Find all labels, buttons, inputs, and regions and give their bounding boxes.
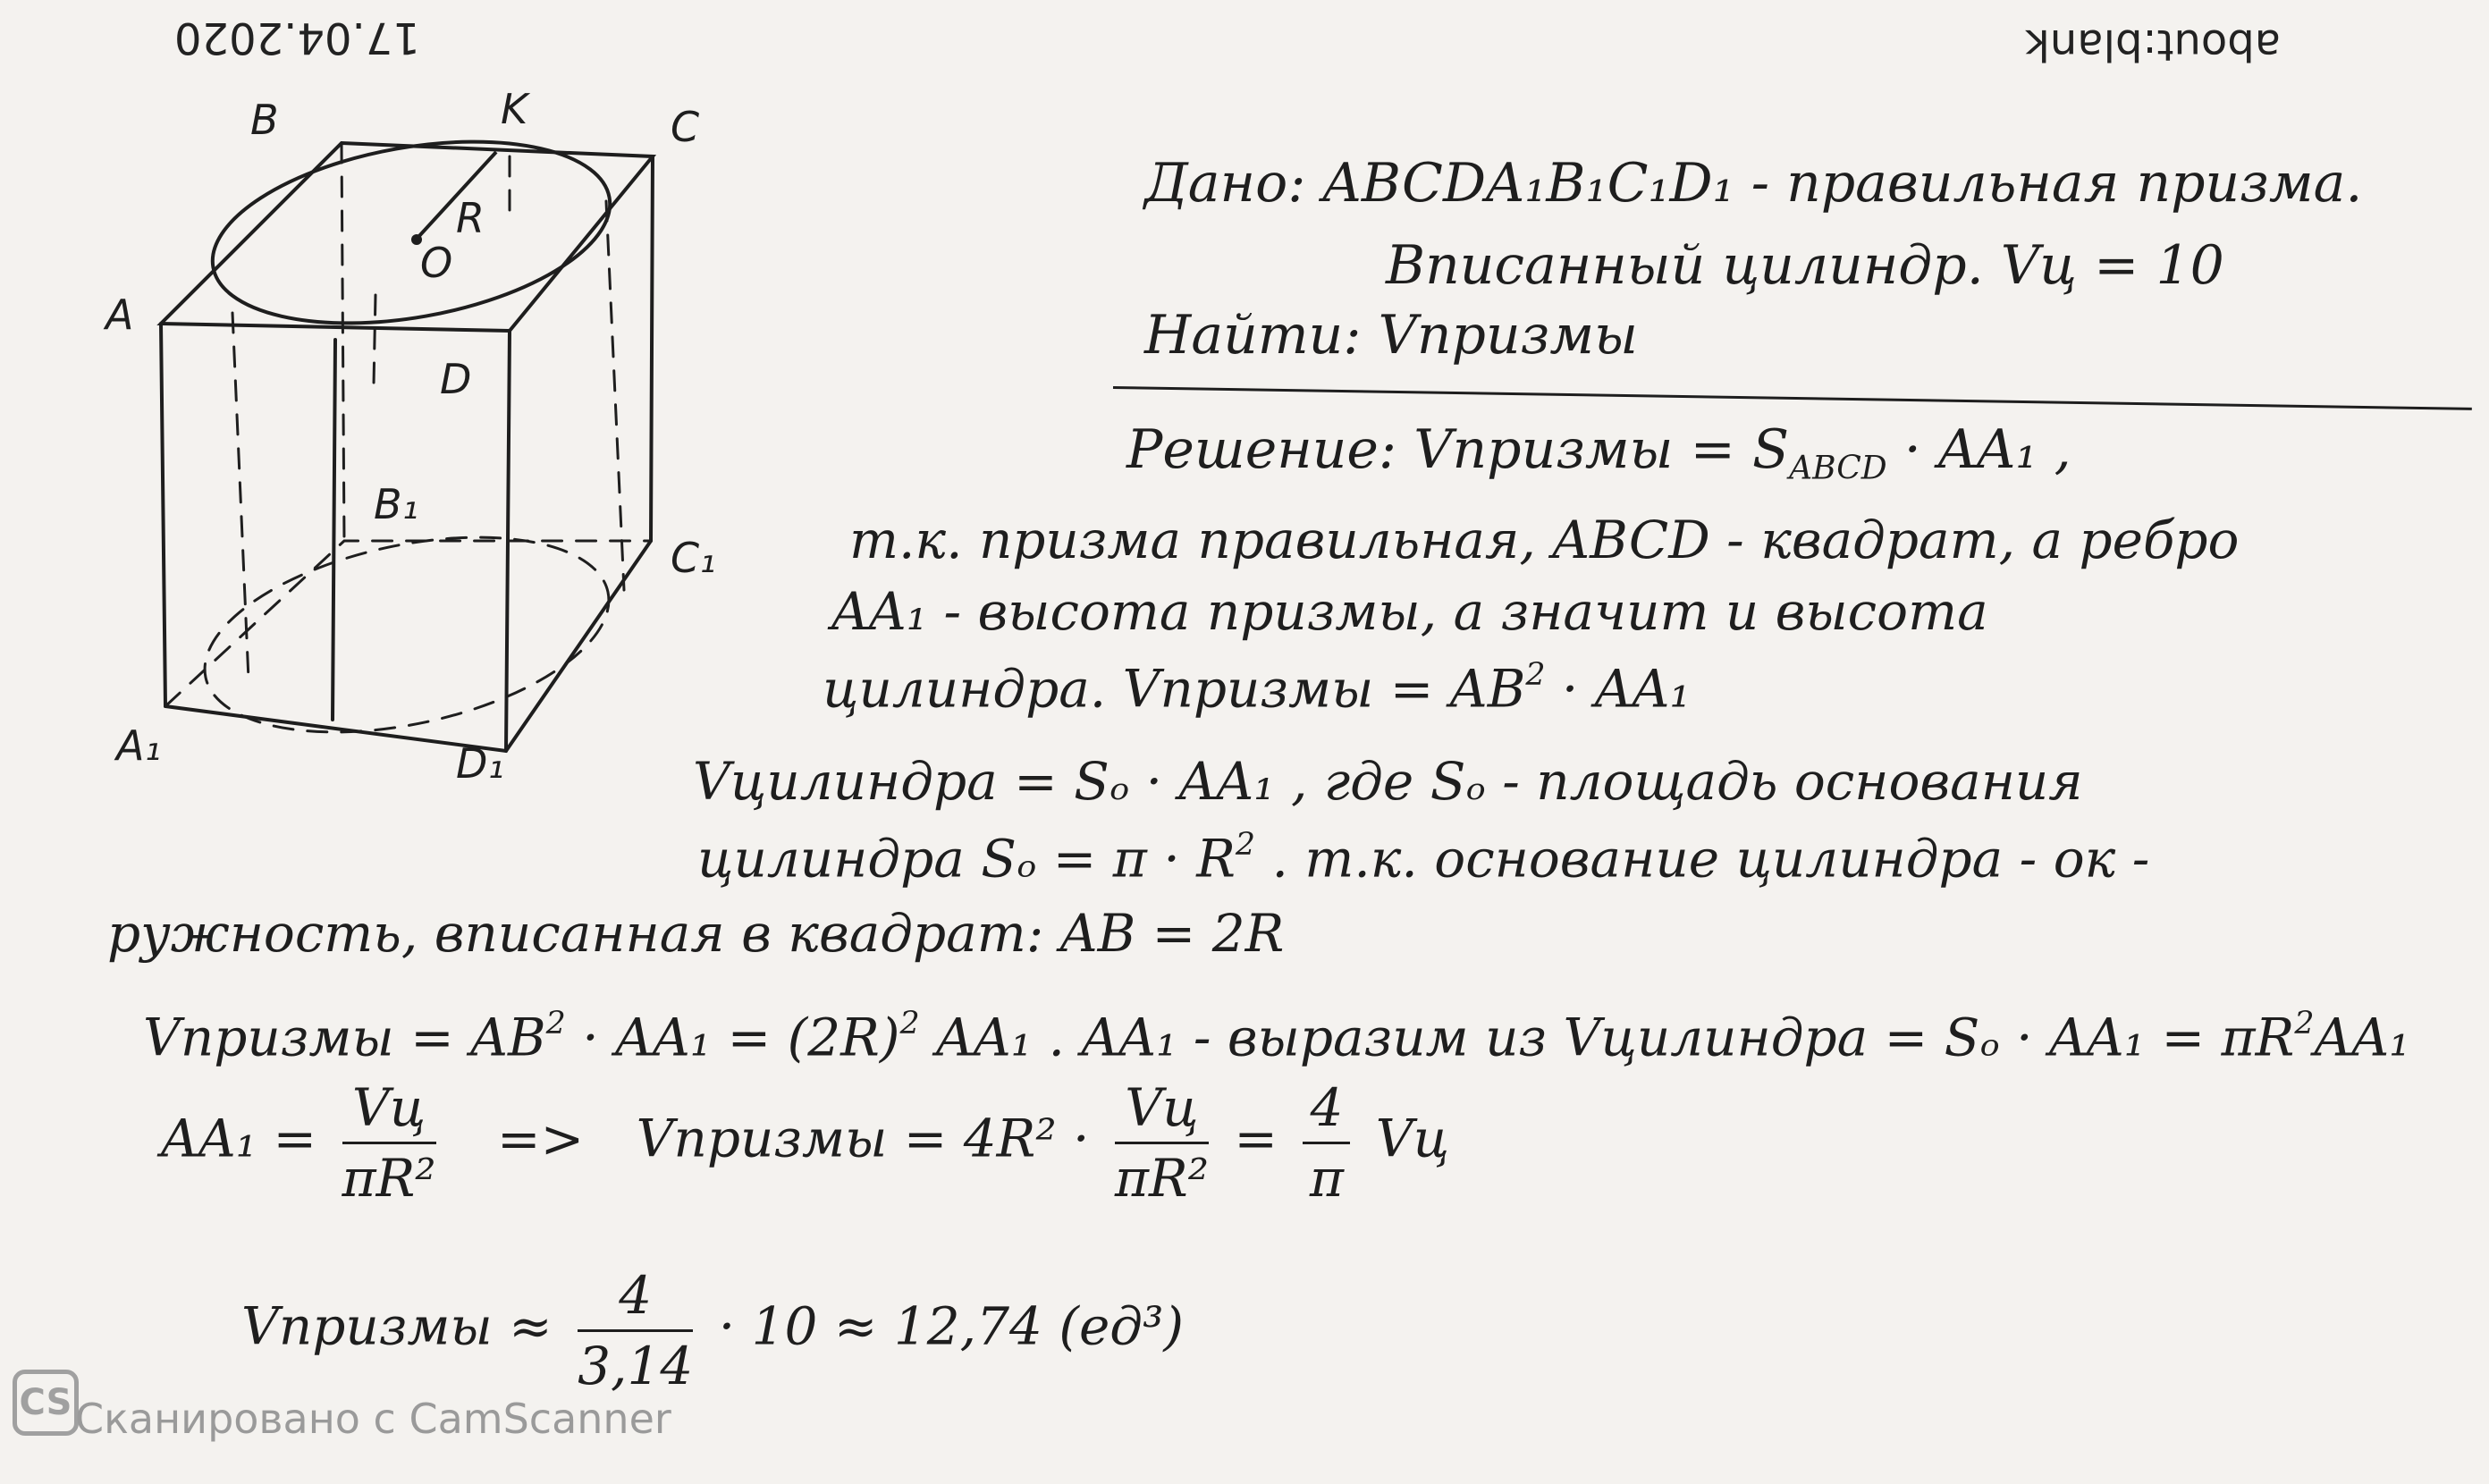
fraction-4pi-num: 4	[1303, 1077, 1350, 1144]
solution-l6-sup: 2	[1235, 827, 1256, 863]
label-c: C	[671, 103, 700, 151]
solution-l8-b: · AA₁ = (2R)	[582, 1007, 900, 1068]
bottom-hidden-edges	[165, 541, 651, 706]
given-line1: ABCDA₁B₁C₁D₁ - правильная призма.	[1322, 152, 2363, 215]
cylinder-top-ellipse	[198, 114, 624, 350]
solution-line-6	[697, 827, 2149, 889]
solution-line-2: т.к. призма правильная, ABCD - квадрат, а ребро	[849, 510, 2240, 570]
given-label: Дано:	[1144, 152, 1306, 215]
top-face	[161, 143, 653, 331]
fraction-vc-den: πR²	[1114, 1148, 1209, 1209]
fraction-final	[578, 1265, 693, 1396]
solution-line-5: Vцилиндра = Sₒ · AA₁ , где Sₒ - площадь основания	[693, 751, 2083, 812]
label-a1: A₁	[116, 721, 161, 770]
solution-l4-b: · AA₁	[1561, 658, 1691, 720]
header-date: 17.04.2020	[174, 13, 420, 63]
solution-line-10	[241, 1265, 1184, 1396]
solution-l9-mid: Vпризмы = 4R² ·	[636, 1108, 1090, 1169]
fraction-final-num: 4	[578, 1265, 693, 1332]
solution-line-7: ружность, вписанная в квадрат: AB = 2R	[107, 903, 1285, 964]
fraction-4pi-den: π	[1309, 1148, 1344, 1209]
cylinder-left-silhouette	[232, 313, 249, 679]
solution-line-8	[143, 1006, 2409, 1067]
find-label: Найти:	[1144, 304, 1362, 367]
label-d1: D₁	[456, 739, 504, 787]
label-a: A	[105, 291, 134, 339]
solution-line-3: AA₁ - высота призмы, а значит и высота	[831, 581, 1988, 642]
implies-arrow: =>	[496, 1108, 585, 1169]
solution-l8-sup1: 2	[545, 1006, 566, 1041]
solution-l10-tail: · 10 ≈ 12,74 (ед³)	[718, 1295, 1184, 1357]
edge-cc1	[651, 156, 653, 541]
solution-l8-c: AA₁ . AA₁ - выразим из Vцилиндра = Sₒ · AA₁ = πR	[936, 1007, 2295, 1068]
cylinder-bottom-ellipse	[187, 504, 627, 764]
solution-l9-lhs: AA₁ =	[161, 1108, 317, 1169]
solution-line-1	[1126, 418, 2071, 487]
solution-l9-tail: Vц	[1375, 1108, 1450, 1169]
given-block	[1144, 152, 2362, 215]
solution-l4-sup: 2	[1525, 657, 1546, 693]
label-k: K	[501, 89, 528, 133]
fraction-aa1	[342, 1077, 436, 1209]
solution-l1-tail: · AA₁ ,	[1903, 418, 2071, 481]
edge-bb1-hidden	[342, 143, 344, 541]
edge-aa1	[161, 324, 165, 706]
camscanner-logo-icon: CS	[13, 1370, 79, 1436]
label-d: D	[440, 355, 472, 403]
label-b: B	[250, 96, 279, 144]
find-text: Vпризмы	[1378, 304, 1638, 367]
solution-l8-d: AA₁	[2314, 1007, 2410, 1068]
solution-l6-b: . т.к. основание цилиндра - ок -	[1271, 828, 2150, 890]
fraction-aa1-den: πR²	[342, 1148, 436, 1209]
fraction-vc-num: Vц	[1115, 1077, 1209, 1144]
solution-l1-a: Vпризмы = S	[1413, 418, 1790, 481]
solution-l1-sub: ABCD	[1789, 450, 1887, 487]
solution-l8-sup3: 2	[2294, 1006, 2315, 1041]
label-o: O	[420, 239, 453, 287]
solution-line-9	[161, 1077, 1449, 1209]
header-url: about:blank	[2025, 20, 2282, 70]
solution-label: Решение:	[1126, 418, 1397, 481]
solution-l8-a: Vпризмы = AB	[143, 1007, 546, 1068]
given-divider	[1113, 386, 2472, 410]
cylinder-right-silhouette	[606, 201, 624, 590]
solution-l6-a: цилиндра Sₒ = π · R	[697, 828, 1236, 890]
fraction-aa1-num: Vц	[342, 1077, 436, 1144]
fraction-vc	[1115, 1077, 1209, 1209]
camscanner-watermark: Сканировано с CamScanner	[75, 1395, 671, 1443]
find-block	[1144, 304, 1638, 367]
label-r: R	[456, 194, 485, 242]
solution-l8-sup2: 2	[899, 1006, 920, 1041]
solution-l10-lhs: Vпризмы ≈	[241, 1295, 553, 1357]
bottom-visible-edges	[165, 541, 651, 751]
fraction-4pi	[1303, 1077, 1350, 1209]
center-dash	[374, 295, 375, 384]
given-line2: Вписанный цилиндр. Vц = 10	[1386, 234, 2224, 297]
fraction-final-den: 3,14	[578, 1336, 694, 1396]
label-b1: B₁	[374, 480, 418, 528]
solution-l9-eq: =	[1234, 1108, 1278, 1169]
prism-cylinder-figure	[89, 89, 733, 787]
cylinder-generator-front	[333, 340, 335, 720]
solution-line-4	[823, 657, 1691, 719]
label-c1: C₁	[671, 534, 716, 582]
solution-l4-a: цилиндра. Vпризмы = AB	[823, 658, 1526, 720]
